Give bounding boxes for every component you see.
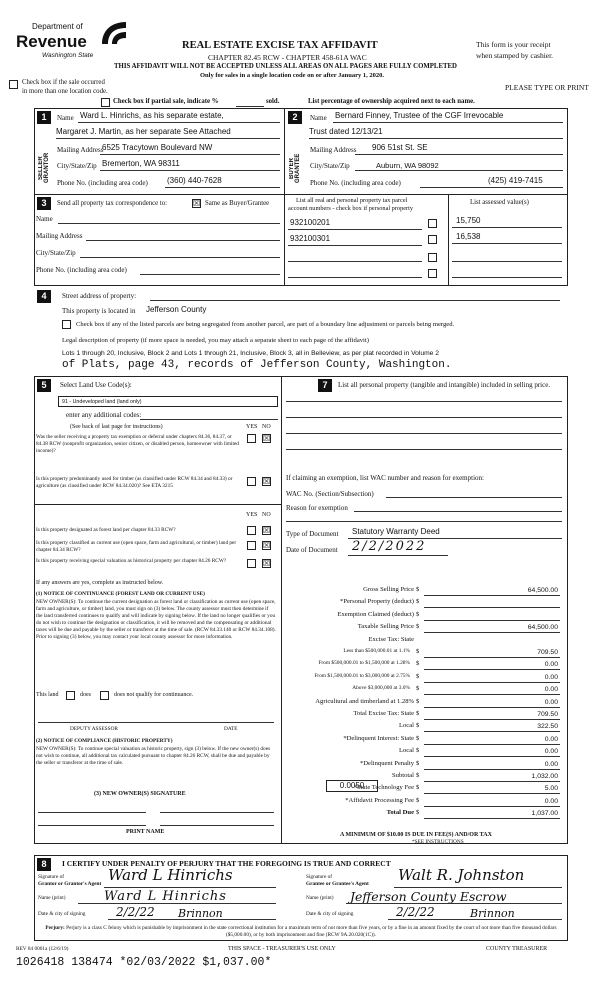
q5-yes-checkbox[interactable]: [247, 559, 256, 568]
see-instructions-note: *SEE INSTRUCTIONS: [412, 839, 464, 845]
wac-field[interactable]: [386, 497, 562, 498]
tax-row-value[interactable]: 64,500.00: [527, 587, 558, 594]
grantee-date[interactable]: 2/2/22: [396, 905, 435, 919]
q3-text: Is this property designated as forest land per chapter 84.33 RCW?: [36, 527, 176, 533]
personal-property-field-1[interactable]: [286, 401, 562, 402]
parcel-2-assessed[interactable]: 16,538: [456, 232, 481, 241]
buyer-phone[interactable]: (425) 419-7415: [488, 176, 543, 185]
same-as-buyer-label: Same as Buyer/Grantee: [205, 200, 270, 207]
legal-desc-line-1[interactable]: Lots 1 through 20, Inclusive, Block 2 and Lots 1 through 21, Inclusive, Block 3, all in Belleview, as per plat recorded in Volume 2: [62, 350, 439, 357]
tax-row-value[interactable]: 0.00: [544, 761, 558, 768]
parcel-2-number[interactable]: 932100301: [290, 234, 331, 243]
form-only-for: Only for sales in a single location code on or after January 1, 2020.: [200, 72, 384, 79]
section-3-number: 3: [37, 197, 51, 210]
personal-property-field-2[interactable]: [286, 417, 562, 418]
section-7-number: 7: [318, 379, 332, 392]
seller-name-2-line: [56, 138, 280, 139]
parcel-1-number[interactable]: 932100201: [290, 218, 331, 227]
deputy-assessor-label: DEPUTY ASSESSOR: [70, 726, 118, 732]
tax-row-dollar-sign: $: [416, 797, 420, 804]
tax-row-label: Exemption Claimed (deduct): [337, 611, 414, 618]
q1-yes-checkbox[interactable]: [247, 434, 256, 443]
tax-row-label: Taxable Selling Price: [357, 623, 414, 630]
reason-field-1[interactable]: [354, 511, 562, 512]
reason-field-2[interactable]: [286, 521, 562, 522]
deputy-assessor-sig[interactable]: [38, 722, 274, 723]
this-land-label: This land: [36, 692, 59, 698]
tax-row-label: From $500,000.01 to $1,500,000 at 1.28%: [318, 660, 410, 666]
seller-phone-line: [165, 187, 280, 188]
doc-date-line: [348, 555, 448, 556]
county-treasurer-label: COUNTY TREASURER: [486, 946, 548, 952]
tax-row-label: Subtotal: [392, 772, 414, 779]
washington-state-label: Washington State: [42, 52, 94, 59]
q4-text: Is this property classified as current use (open space, farm and agricultural, or timber) land per chapter 84.34 RCW?: [36, 540, 237, 553]
tax-row-value[interactable]: 64,500.00: [527, 624, 558, 631]
local-rate-field[interactable]: 0.0050: [326, 780, 378, 792]
tax-row-value[interactable]: 0.00: [544, 661, 558, 668]
buyer-city[interactable]: Auburn, WA 98092: [376, 161, 439, 170]
new-owner-sig-label: (3) NEW OWNER(S) SIGNATURE: [94, 791, 186, 797]
tax-row-dollar-sign: $: [416, 772, 420, 779]
form-subtitle: CHAPTER 82.45 RCW - CHAPTER 458-61A WAC: [208, 53, 367, 62]
personal-property-field-4[interactable]: [286, 449, 562, 450]
seller-phone-label: Phone No. (including area code): [57, 179, 148, 187]
parcel-2-assessed-line: [452, 243, 562, 244]
partial-sale-percent-field[interactable]: [236, 106, 264, 107]
tax-row-dollar-sign: $: [416, 710, 420, 717]
doc-type-label: Type of Document: [286, 530, 339, 538]
parcel-3-assessed-field[interactable]: [452, 261, 562, 262]
grantor-sig-line: [104, 887, 276, 888]
treasurer-stamp: 1026418 138474 *02/03/2022 $1,037.00*: [16, 956, 272, 969]
corr-phone-field[interactable]: [140, 274, 280, 275]
buyer-phone-line: [420, 187, 563, 188]
tax-row-dollar-sign: $: [416, 747, 420, 754]
q2-text: Is this property predominantly used for timber (as classified under RCW 84.34 and 84.33) or agriculture (as classified under RCW 84.34.020)? See ETA 3215: [36, 476, 233, 489]
receipt-note-1: This form is your receipt: [476, 40, 551, 49]
dept-of-label: Department of: [32, 22, 83, 31]
parcel-1-assessed-line: [452, 227, 562, 228]
same-as-buyer-checkbox[interactable]: ☒: [193, 199, 201, 208]
tax-row-dollar-sign: $: [416, 685, 420, 692]
tax-row-value[interactable]: 0.00: [544, 686, 558, 693]
partial-sale-label: Check box if partial sale, indicate %: [113, 98, 219, 105]
tax-row-line: [424, 756, 560, 757]
send-correspondence-label: Send all property tax correspondence to:: [57, 200, 168, 207]
tax-row-value[interactable]: 322.50: [537, 723, 558, 730]
wac-label: WAC No. (Section/Subsection): [286, 490, 374, 498]
buyer-phone-label: Phone No. (including area code): [310, 179, 401, 187]
parcel-1-personal-checkbox[interactable]: [428, 219, 437, 228]
q1-no-checkbox[interactable]: ☒: [263, 434, 271, 443]
tax-row-value[interactable]: 1,037.00: [531, 810, 558, 817]
multi-location-label-2: in more than one location code.: [22, 88, 108, 95]
parcels-header-1: List all real and personal property tax parcel: [296, 197, 408, 204]
grantee-date-line: [388, 919, 562, 920]
tax-row-line: [424, 657, 560, 658]
tax-row-value[interactable]: 0.00: [544, 798, 558, 805]
tax-row-label: *Delinquent Penalty: [359, 760, 414, 767]
reason-label: Reason for exemption: [286, 504, 348, 512]
seller-name-1[interactable]: Ward L. Hinrichs, as his separate estate,: [80, 111, 224, 120]
tax-row-label: Total Excise Tax: State: [353, 710, 414, 717]
grantor-signature[interactable]: Ward L Hinrichs: [108, 866, 233, 884]
buyer-name-1-line: [333, 122, 563, 123]
tax-row-line: [424, 731, 560, 732]
q4-no-checkbox[interactable]: ☒: [263, 541, 271, 550]
tax-row-line: [424, 620, 560, 621]
does-label: does: [80, 692, 91, 698]
tax-row-value[interactable]: 0.00: [544, 736, 558, 743]
buyer-city-line: [355, 170, 563, 171]
tax-row-label: *Delinquent Interest: State: [343, 735, 414, 742]
treasurer-space-note: THIS SPACE - TREASURER'S USE ONLY: [228, 946, 336, 952]
partial-sale-checkbox[interactable]: [101, 98, 110, 107]
tax-row-label: Agricultural and timberland at 1.28%: [315, 698, 414, 705]
grantor-date-line: [108, 919, 276, 920]
buyer-city-label: City/State/Zip: [310, 162, 350, 170]
grantee-print-line: [346, 903, 562, 904]
form-revision: REV 84 0001a (12/6/19): [16, 946, 69, 952]
parcel-3-field[interactable]: [288, 261, 422, 262]
tax-row-dollar-sign: $: [416, 722, 420, 729]
parcel-2-line: [288, 245, 422, 246]
yes-header: YES: [246, 424, 258, 430]
tax-row-dollar-sign: $: [416, 673, 420, 680]
q1-text: Was the seller receiving a property tax exemption or deferral under chapters 84.36, 84.37, or 84.38 RCW (nonprofit organization, senior citizen, or disabled person, homeowner with limited income)?: [36, 434, 239, 454]
segregated-label: Check box if any of the listed parcels are being segregated from another parcel, are part of a boundary line adjustment or parcels being merged.: [76, 321, 455, 328]
notice2-body: NEW OWNER(S): To continue special valuation as historic property, sign (3) below. If the new owner(s) does not wish to continue, all additional tax calculated pursuant to chapter 84.26 RCW, shall be due and payable by the seller or transferor at the time of sale.: [36, 746, 271, 766]
doc-type[interactable]: Statutory Warranty Deed: [352, 527, 440, 536]
grantor-city[interactable]: Brinnon: [178, 907, 223, 920]
legal-desc-line-2[interactable]: of Plats, page 43, records of Jefferson County, Washington.: [62, 359, 452, 371]
section-2-number: 2: [288, 111, 302, 124]
buyer-name-2-line: [309, 138, 563, 139]
tax-row-line: [424, 744, 560, 745]
grantee-sig-label-2: Grantee or Grantee's Agent: [306, 881, 369, 887]
form-title: REAL ESTATE EXCISE TAX AFFIDAVIT: [182, 40, 378, 51]
tax-row-line: [424, 669, 560, 670]
parcel-1-assessed[interactable]: 15,750: [456, 216, 481, 225]
tax-row-dollar-sign: $: [416, 648, 420, 655]
tax-row-label: Local: [398, 722, 414, 729]
corr-mailing-field[interactable]: [86, 240, 280, 241]
tax-row-value[interactable]: 5.00: [544, 785, 558, 792]
q3-no-checkbox[interactable]: ☒: [263, 526, 271, 535]
doc-date[interactable]: 2/2/2022: [352, 539, 427, 554]
parcels-header-2: account numbers - check box if personal property: [288, 205, 414, 212]
tax-row-value[interactable]: 1,032.00: [531, 773, 558, 780]
land-use-label: Select Land Use Code(s):: [60, 381, 132, 389]
tax-row-line: [424, 694, 560, 695]
tax-row-label: Less than $500,000.01 at 1.1%: [343, 648, 410, 654]
grantor-date[interactable]: 2/2/22: [116, 905, 155, 919]
revenue-logo-icon: [98, 18, 130, 48]
section-1-number: 1: [37, 111, 51, 124]
corr-city-field[interactable]: [80, 257, 280, 258]
land-use-code-field[interactable]: 91 - Undeveloped land (land only): [58, 396, 278, 407]
lower-divider: [281, 376, 282, 844]
personal-property-label: List all personal property (tangible and intangible) included in selling price.: [338, 381, 551, 389]
seller-city-label: City/State/Zip: [57, 162, 97, 170]
certify-statement: I CERTIFY UNDER PENALTY OF PERJURY THAT THE FOREGOING IS TRUE AND CORRECT: [62, 859, 391, 868]
tax-row-line: [424, 781, 560, 782]
buyer-mailing-label: Mailing Address: [310, 146, 357, 154]
tax-row-dollar-sign: $: [416, 698, 420, 705]
multi-location-label-1: Check box if the sale occurred: [22, 79, 105, 86]
seller-side-label: SELLER GRANTOR: [38, 152, 50, 184]
tax-row-label: *Personal Property (deduct): [340, 598, 414, 605]
street-address-field[interactable]: [150, 300, 560, 301]
grantee-sig-line: [394, 887, 562, 888]
tax-row-label: Total Due: [386, 809, 414, 816]
property-county[interactable]: Jefferson County: [146, 305, 207, 314]
perjury-label: Perjury:: [45, 925, 65, 931]
tax-row-line: [424, 769, 560, 770]
no-header: NO: [262, 424, 271, 430]
q4-yes-checkbox[interactable]: [247, 541, 256, 550]
tax-row-label: Excise Tax: State: [368, 636, 414, 643]
grantor-sig-label-1: Signature of: [38, 874, 65, 880]
revenue-wordmark: Revenue: [16, 32, 87, 51]
tax-row-dollar-sign: $: [416, 611, 420, 618]
parcel-4-field[interactable]: [288, 277, 422, 278]
partial-sold-label: sold.: [266, 98, 280, 105]
perjury-note: [40, 925, 562, 939]
perjury-text: Perjury is a class C felony which is punishable by imprisonment in the state correctional institution for a maximum term of not more than five years, or by a fine in an amount fixed by the court of not more than five thousand dollars ($5,000.00), or by both imprisonment and fine (RCW 9A.20.020(1C)).: [66, 925, 557, 938]
grantor-date-label: Date & city of signing: [38, 911, 86, 917]
corr-name-label: Name: [36, 215, 53, 223]
yes-header-2: YES: [246, 512, 258, 518]
tax-row-label: Gross Selling Price: [363, 586, 414, 593]
grantor-print-name[interactable]: Ward L Hinrichs: [104, 889, 227, 904]
personal-property-field-3[interactable]: [286, 433, 562, 434]
tax-row-value[interactable]: 0.00: [544, 674, 558, 681]
party-divider: [284, 108, 285, 286]
new-owner-sig-field-1[interactable]: [38, 812, 146, 813]
buyer-side-label: BUYER GRANTEE: [289, 153, 301, 183]
tax-row-value[interactable]: 0.00: [544, 699, 558, 706]
buyer-name-label: Name: [310, 114, 327, 122]
buyer-mailing[interactable]: 906 51st St. SE: [372, 143, 428, 152]
section-8-number: 8: [37, 858, 51, 871]
see-back-label: (See back of last page for instructions): [70, 424, 163, 430]
parcel-1-line: [288, 229, 422, 230]
tax-row-value[interactable]: 709.50: [537, 711, 558, 718]
notice2-title: (2) NOTICE OF COMPLIANCE (HISTORIC PROPERTY): [36, 738, 173, 744]
notice1-body: NEW OWNER(S): To continue the current designation as forest land or classification as current use (open space, farm and agriculture, or timber) land, you must sign on (3) below. The county assessor must then determine if the land transferred continues to qualify and will indicate by signing below. If the land no longer qualifies or you do not wish to continue the designation or classification, it will be removed and the compensating or additional taxes will be due and payable by the seller or transferor at the time of sale. (RCW 84.33.140 or RCW 84.34.108). Prior to signing (3) below, you may contact your local county assessor for more information.: [36, 599, 276, 640]
tax-row-label: *State Technology Fee: [353, 784, 414, 791]
doc-date-label: Date of Document: [286, 546, 338, 554]
exemption-label: If claiming an exemption, list WAC number and reason for exemption:: [286, 474, 484, 482]
seller-phone[interactable]: (360) 440-7628: [167, 176, 222, 185]
additional-codes-label: enter any additional codes:: [66, 411, 142, 419]
new-owner-sig-field-2[interactable]: [160, 812, 274, 813]
buyer-name-1[interactable]: Bernard Finney, Trustee of the CGF Irrevocable: [335, 111, 504, 120]
parcel-4-assessed-field[interactable]: [452, 277, 562, 278]
corr-phone-label: Phone No. (including area code): [36, 266, 127, 274]
q3-yes-checkbox[interactable]: [247, 526, 256, 535]
deputy-date-label: DATE: [224, 726, 238, 732]
no-header-2: NO: [262, 512, 271, 518]
grantee-sig-label-1: Signature of: [306, 874, 333, 880]
q2-no-checkbox[interactable]: ☒: [263, 477, 271, 486]
parcel-3-personal-checkbox[interactable]: [428, 253, 437, 262]
tax-row-dollar-sign: $: [416, 784, 420, 791]
q5-text: Is this property receiving special valuation as historical property per chapter 84.26 RCW?: [36, 558, 227, 564]
seller-name-label: Name: [57, 114, 74, 122]
grantor-sig-label-2: Grantor or Grantor's Agent: [38, 881, 102, 887]
land-does-not-checkbox[interactable]: [100, 691, 109, 700]
section-5-number: 5: [37, 379, 51, 392]
grantee-print-name[interactable]: Jefferson County Escrow: [350, 889, 507, 904]
tax-row-dollar-sign: $: [416, 760, 420, 767]
form-warning: THIS AFFIDAVIT WILL NOT BE ACCEPTED UNLESS ALL AREAS ON ALL PAGES ARE FULLY COMPLETED: [114, 63, 457, 70]
does-not-label: does not qualify for continuance.: [114, 692, 194, 698]
seller-mailing[interactable]: 6525 Tracytown Boulevard NW: [102, 143, 213, 152]
seller-name-2[interactable]: Margaret J. Martin, as her separate See Attached: [56, 127, 231, 136]
tax-row-line: [424, 806, 560, 807]
tax-row-dollar-sign: $: [416, 735, 420, 742]
tax-row-dollar-sign: $: [416, 660, 420, 667]
notice1-title: (1) NOTICE OF CONTINUANCE (FOREST LAND OR CURRENT USE): [36, 591, 205, 597]
tax-row-label: Above $3,000,000 at 3.0%: [352, 685, 410, 691]
street-address-label: Street address of property:: [62, 292, 137, 300]
tax-row-line: [424, 707, 560, 708]
land-does-checkbox[interactable]: [66, 691, 75, 700]
parcel-col-divider: [448, 194, 449, 286]
tax-row-dollar-sign: $: [416, 809, 420, 816]
parcel-4-personal-checkbox[interactable]: [428, 269, 437, 278]
tax-row-dollar-sign: $: [416, 598, 420, 605]
tax-row-label: From $1,500,000.01 to $3,000,000 at 2.75%: [314, 673, 410, 679]
party-row-divider: [34, 194, 568, 195]
tax-row-line: [424, 793, 560, 794]
section-4-number: 4: [37, 290, 51, 303]
multi-location-checkbox[interactable]: [9, 80, 18, 89]
tax-row-line: [424, 607, 560, 608]
seller-city[interactable]: Bremerton, WA 98311: [102, 159, 180, 168]
legal-desc-label: Legal description of property (if more space is needed, you may attach a separate sheet to each page of the affidavit): [62, 337, 369, 344]
tax-row-dollar-sign: $: [416, 586, 420, 593]
tax-row-dollar-sign: $: [416, 623, 420, 630]
dor-logo: [14, 14, 134, 64]
seller-name-1-line: [78, 122, 280, 123]
q5-no-checkbox[interactable]: ☒: [263, 559, 271, 568]
tax-row-line: [424, 595, 560, 596]
grantee-print-label: Name (print): [306, 895, 334, 901]
tax-row-label: *Affidavit Processing Fee: [345, 797, 414, 804]
print-name-field-2[interactable]: [160, 825, 274, 826]
tax-row-line: [424, 719, 560, 720]
corr-mailing-label: Mailing Address: [36, 232, 83, 240]
grantee-date-label: Date & city of signing: [306, 911, 354, 917]
parcel-2-personal-checkbox[interactable]: [428, 235, 437, 244]
receipt-note-2: when stamped by cashier.: [476, 51, 554, 60]
print-name-label: PRINT NAME: [126, 829, 165, 835]
q2-yes-checkbox[interactable]: [247, 477, 256, 486]
buyer-name-2[interactable]: Trust dated 12/13/21: [309, 127, 383, 136]
ownership-note: List percentage of ownership acquired next to each name.: [308, 98, 475, 105]
section-6-divider: [34, 504, 281, 505]
tax-row-value[interactable]: 709.50: [537, 649, 558, 656]
corr-city-label: City/State/Zip: [36, 249, 76, 257]
tax-row-line: [424, 682, 560, 683]
assessed-header: List assessed value(s): [470, 199, 529, 206]
tax-row-line: [424, 632, 560, 633]
seller-city-line: [100, 170, 280, 171]
corr-name-field[interactable]: [58, 223, 280, 224]
located-in-label: This property is located in: [62, 307, 136, 315]
tax-row-label: Local: [398, 747, 414, 754]
buyer-mailing-line: [355, 154, 563, 155]
seller-mailing-line: [100, 154, 280, 155]
additional-codes-field[interactable]: [140, 419, 278, 420]
print-note: PLEASE TYPE OR PRINT: [505, 83, 589, 92]
grantor-print-label: Name (print): [38, 895, 66, 901]
if-yes-note: If any answers are yes, complete as instructed below.: [36, 580, 164, 586]
segregated-checkbox[interactable]: [62, 320, 71, 329]
grantee-signature[interactable]: Walt R. Johnston: [398, 866, 525, 884]
grantor-print-line: [78, 903, 276, 904]
tax-row-line: [424, 818, 560, 819]
seller-mailing-label: Mailing Address: [57, 146, 104, 154]
print-name-field-1[interactable]: [38, 825, 146, 826]
grantee-city[interactable]: Brinnon: [470, 907, 515, 920]
tax-row-value[interactable]: 0.00: [544, 748, 558, 755]
minimum-note: A MINIMUM OF $10.00 IS DUE IN FEE(S) AND/OR TAX: [340, 832, 492, 838]
